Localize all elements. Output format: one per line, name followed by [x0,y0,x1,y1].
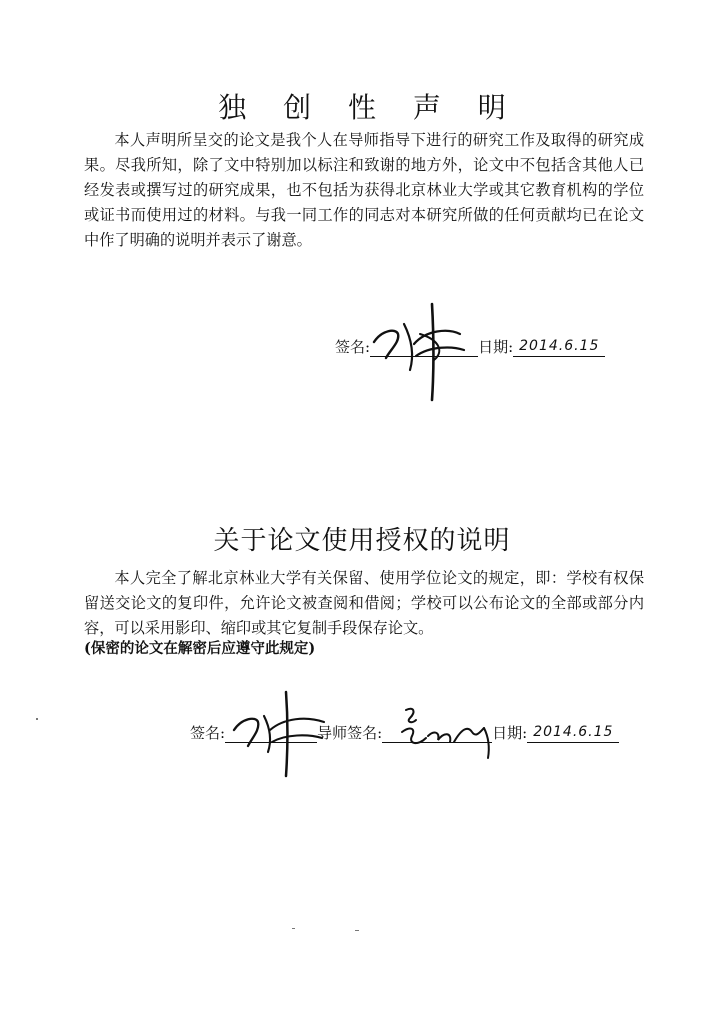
authorization-body: 本人完全了解北京林业大学有关保留、使用学位论文的规定，即：学校有权保留送交论文的复印件，允许论文被查阅和借阅；学校可以公布论文的全部或部分内容，可以采用影印、缩印或其它复制手段保存论文。 [84,569,644,637]
declaration-title: 独 创 性 声 明 [218,91,520,124]
supervisor-handwritten-signature [396,702,516,762]
handwritten-signature [360,300,470,410]
signature-label: 签名: [190,724,226,742]
authorization-title: 关于论文使用授权的说明 [213,526,511,556]
date-value: 2014.6.15 [527,724,619,743]
scan-speck [36,718,38,720]
declaration-body: 本人声明所呈交的论文是我个人在导师指导下进行的研究工作及取得的研究成果。尽我所知，除了文中特别加以标注和致谢的地方外，论文中不包括含其他人已经发表或撰写过的研究成果，也不包括为获得北京林业大学或其它教育机构的学位或证书而使用过的材料。与我一同工作的同志对本研究所做的任何贡献均已在论文中作了明确的说明并表示了谢意。 [84,131,644,249]
scan-speck [292,928,295,929]
scan-speck [355,930,359,931]
date-value: 2014.6.15 [513,338,605,357]
confidentiality-note: (保密的论文在解密后应遵守此规定) [84,640,316,657]
date-label: 日期: [478,338,514,356]
supervisor-signature-label: 导师签名: [317,724,383,742]
date-label: 日期: [492,724,528,742]
signature-label: 签名: [335,338,371,356]
handwritten-signature [228,690,328,780]
